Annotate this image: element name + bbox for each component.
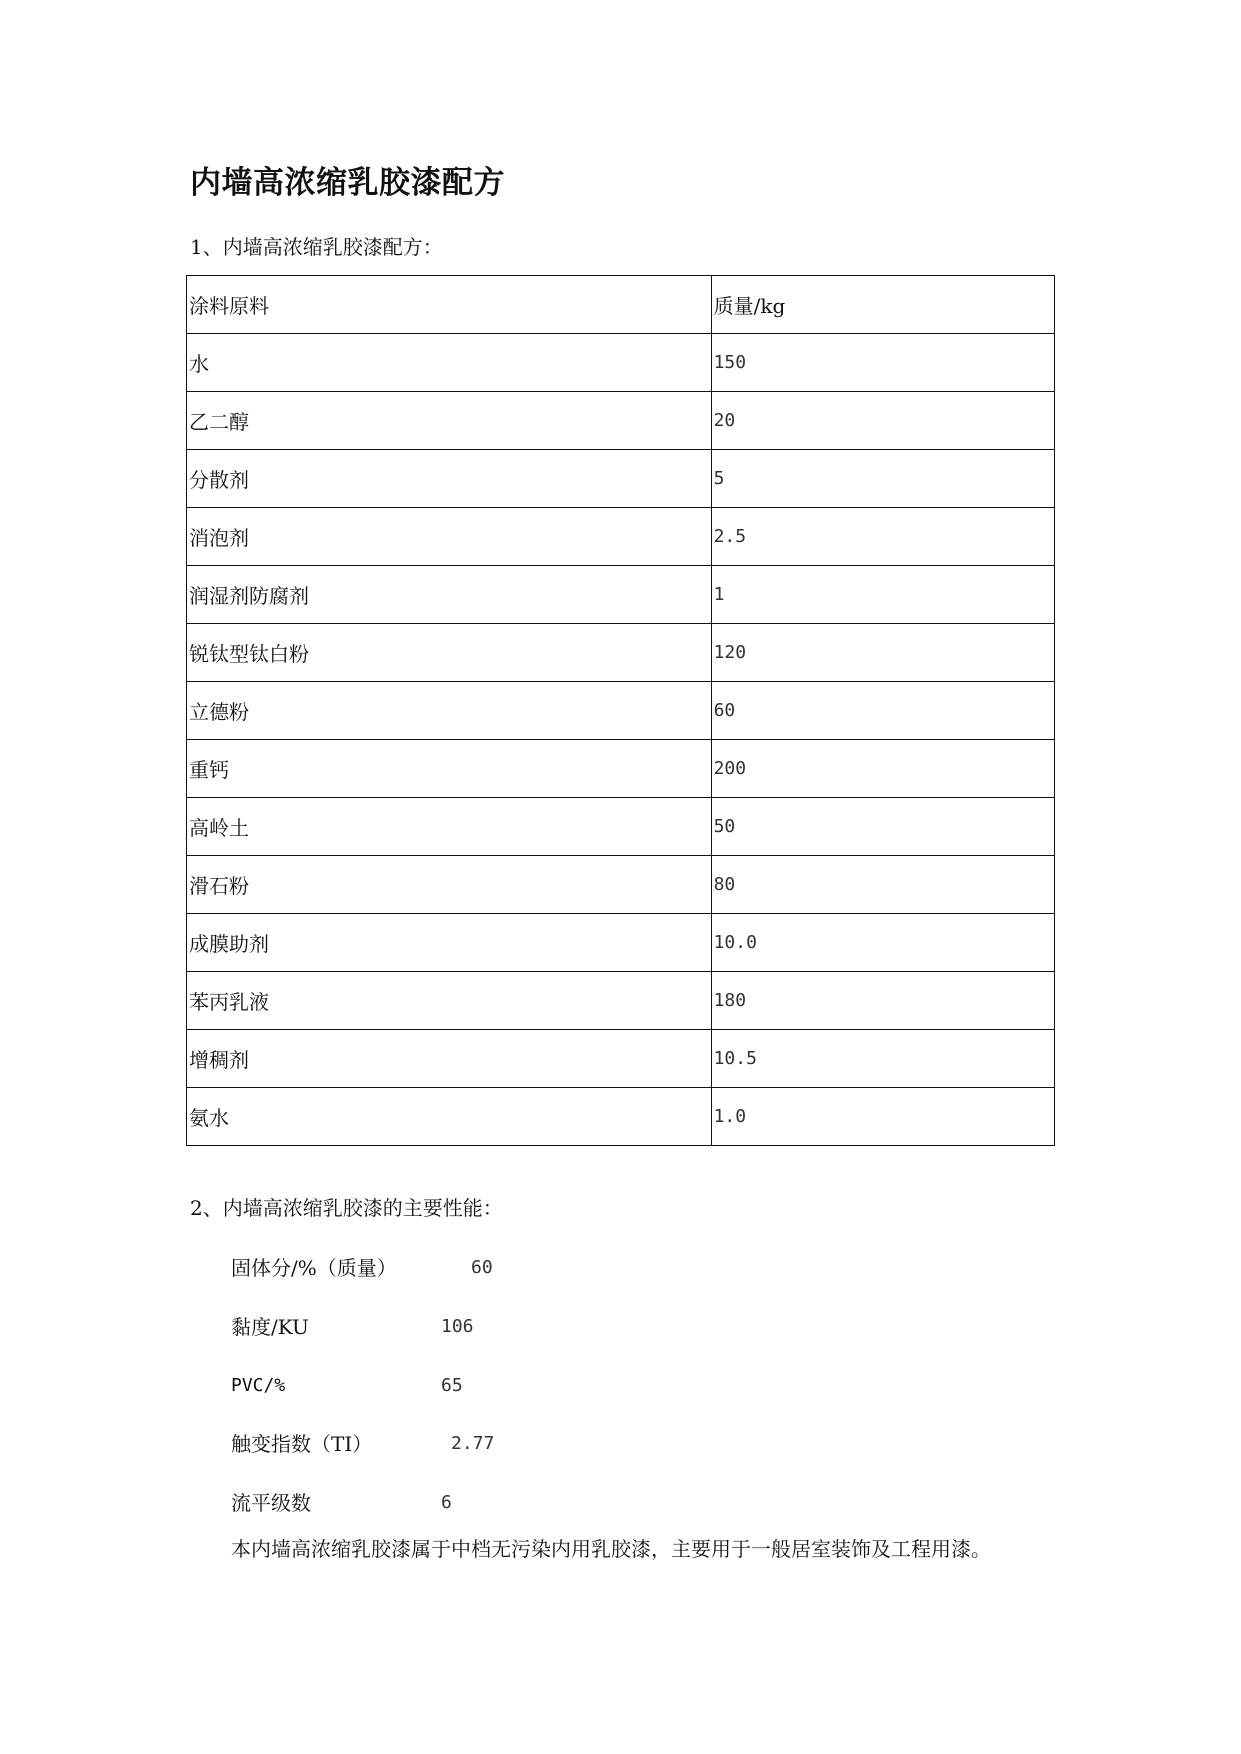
material-cell: 成膜助剂	[187, 914, 712, 972]
property-label: 黏度/KU	[231, 1315, 309, 1339]
table-header-row	[187, 276, 1055, 334]
material-cell: 乙二醇	[187, 392, 712, 450]
material-cell: 高岭土	[187, 798, 712, 856]
table-row	[187, 740, 1055, 798]
table-row	[187, 798, 1055, 856]
mass-cell: 5	[711, 450, 1054, 508]
material-cell: 重钙	[187, 740, 712, 798]
material-cell: 氨水	[187, 1088, 712, 1146]
table-row	[187, 682, 1055, 740]
property-label: 固体分/%（质量）	[231, 1256, 397, 1280]
property-value: 106	[441, 1316, 474, 1337]
table-row	[187, 450, 1055, 508]
section-heading-formula: 1、内墙高浓缩乳胶漆配方：	[190, 235, 443, 259]
mass-cell: 200	[711, 740, 1054, 798]
property-value: 2.77	[451, 1433, 495, 1454]
formula-table	[186, 275, 1055, 1146]
table-row	[187, 972, 1055, 1030]
material-cell: 润湿剂防腐剂	[187, 566, 712, 624]
mass-cell: 150	[711, 334, 1054, 392]
usage-note: 本内墙高浓缩乳胶漆属于中档无污染内用乳胶漆，主要用于一般居室装饰及工程用漆。	[231, 1537, 991, 1561]
table-row	[187, 508, 1055, 566]
mass-cell: 180	[711, 972, 1054, 1030]
table-row	[187, 334, 1055, 392]
material-cell: 水	[187, 334, 712, 392]
header-mass: 质量/kg	[711, 276, 1054, 334]
property-value: 65	[441, 1375, 463, 1396]
property-label: PVC/%	[231, 1375, 286, 1396]
table-row	[187, 1088, 1055, 1146]
page-title: 内墙高浓缩乳胶漆配方	[190, 165, 505, 201]
mass-cell: 20	[711, 392, 1054, 450]
property-label: 触变指数（TI）	[231, 1432, 373, 1456]
mass-cell: 10.5	[711, 1030, 1054, 1088]
mass-cell: 50	[711, 798, 1054, 856]
material-cell: 锐钛型钛白粉	[187, 624, 712, 682]
header-material: 涂料原料	[187, 276, 712, 334]
material-cell: 增稠剂	[187, 1030, 712, 1088]
table-row	[187, 566, 1055, 624]
property-value: 6	[441, 1492, 452, 1513]
mass-cell: 10.0	[711, 914, 1054, 972]
mass-cell: 1.0	[711, 1088, 1054, 1146]
mass-cell: 60	[711, 682, 1054, 740]
property-value: 60	[471, 1257, 493, 1278]
table-row	[187, 856, 1055, 914]
material-cell: 分散剂	[187, 450, 712, 508]
table-row	[187, 1030, 1055, 1088]
table-row	[187, 392, 1055, 450]
mass-cell: 1	[711, 566, 1054, 624]
mass-cell: 120	[711, 624, 1054, 682]
table-row	[187, 624, 1055, 682]
mass-cell: 2.5	[711, 508, 1054, 566]
mass-cell: 80	[711, 856, 1054, 914]
material-cell: 消泡剂	[187, 508, 712, 566]
material-cell: 苯丙乳液	[187, 972, 712, 1030]
property-label: 流平级数	[231, 1491, 311, 1515]
material-cell: 立德粉	[187, 682, 712, 740]
table-row	[187, 914, 1055, 972]
material-cell: 滑石粉	[187, 856, 712, 914]
section-heading-properties: 2、内墙高浓缩乳胶漆的主要性能：	[190, 1196, 503, 1220]
